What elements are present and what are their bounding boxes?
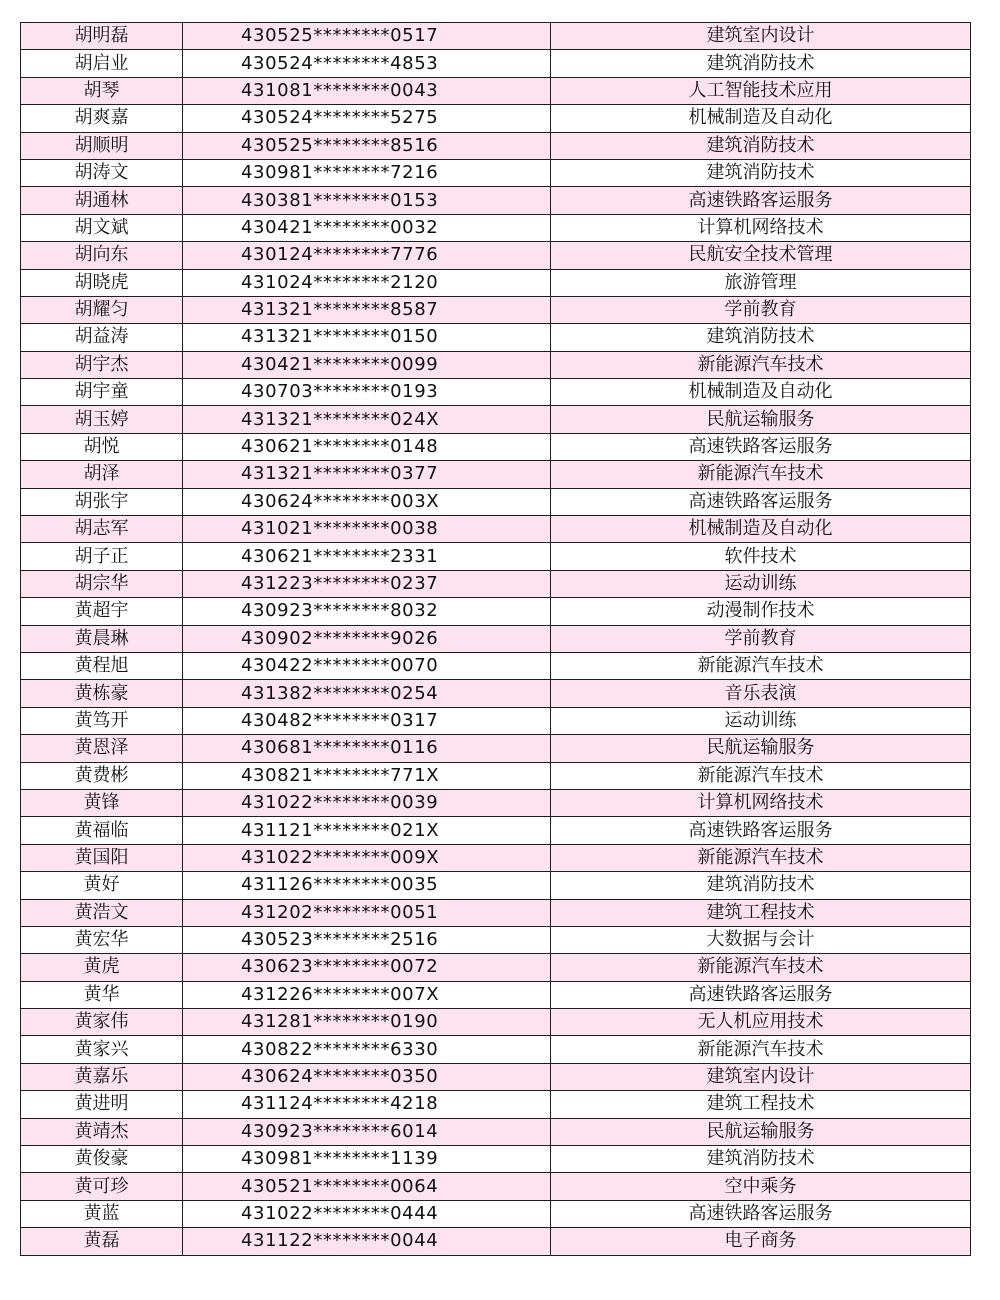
id-number-cell: 430421********0099 bbox=[183, 351, 551, 378]
major-cell: 运动训练 bbox=[551, 707, 971, 734]
major-cell: 计算机网络技术 bbox=[551, 214, 971, 241]
id-number-cell: 430621********0148 bbox=[183, 433, 551, 460]
major-cell: 民航运输服务 bbox=[551, 1118, 971, 1145]
student-name-cell: 胡宗华 bbox=[21, 570, 183, 597]
student-name-cell: 胡志军 bbox=[21, 516, 183, 543]
student-name-cell: 黄国阳 bbox=[21, 844, 183, 871]
student-name-cell: 胡文斌 bbox=[21, 214, 183, 241]
major-cell: 机械制造及自动化 bbox=[551, 516, 971, 543]
table-row bbox=[21, 1009, 971, 1036]
student-roster-table bbox=[20, 22, 971, 1256]
major-cell: 空中乘务 bbox=[551, 1173, 971, 1200]
student-name-cell: 黄蓝 bbox=[21, 1200, 183, 1227]
id-number-cell: 431382********0254 bbox=[183, 680, 551, 707]
student-name-cell: 黄笃开 bbox=[21, 707, 183, 734]
major-cell: 新能源汽车技术 bbox=[551, 762, 971, 789]
id-number-cell: 431022********009X bbox=[183, 844, 551, 871]
id-number-cell: 430525********0517 bbox=[183, 23, 551, 50]
major-cell: 机械制造及自动化 bbox=[551, 105, 971, 132]
id-number-cell: 431022********0444 bbox=[183, 1200, 551, 1227]
student-name-cell: 胡明磊 bbox=[21, 23, 183, 50]
major-cell: 民航运输服务 bbox=[551, 735, 971, 762]
major-cell: 新能源汽车技术 bbox=[551, 954, 971, 981]
id-number-cell: 431081********0043 bbox=[183, 77, 551, 104]
id-number-cell: 431024********2120 bbox=[183, 269, 551, 296]
student-name-cell: 黄恩泽 bbox=[21, 735, 183, 762]
student-name-cell: 胡启业 bbox=[21, 50, 183, 77]
major-cell: 机械制造及自动化 bbox=[551, 379, 971, 406]
major-cell: 人工智能技术应用 bbox=[551, 77, 971, 104]
major-cell: 运动训练 bbox=[551, 570, 971, 597]
table-row bbox=[21, 105, 971, 132]
id-number-cell: 430981********1139 bbox=[183, 1146, 551, 1173]
id-number-cell: 431321********0150 bbox=[183, 324, 551, 351]
table-row bbox=[21, 1063, 971, 1090]
major-cell: 电子商务 bbox=[551, 1228, 971, 1255]
major-cell: 高速铁路客运服务 bbox=[551, 433, 971, 460]
major-cell: 软件技术 bbox=[551, 543, 971, 570]
table-row bbox=[21, 132, 971, 159]
student-name-cell: 胡泽 bbox=[21, 461, 183, 488]
table-row bbox=[21, 461, 971, 488]
student-name-cell: 黄晨琳 bbox=[21, 625, 183, 652]
table-row bbox=[21, 242, 971, 269]
major-cell: 建筑消防技术 bbox=[551, 159, 971, 186]
table-row bbox=[21, 324, 971, 351]
table-row bbox=[21, 1146, 971, 1173]
student-name-cell: 胡通林 bbox=[21, 187, 183, 214]
id-number-cell: 430524********5275 bbox=[183, 105, 551, 132]
table-row bbox=[21, 817, 971, 844]
student-name-cell: 黄嘉乐 bbox=[21, 1063, 183, 1090]
student-name-cell: 黄福临 bbox=[21, 817, 183, 844]
major-cell: 高速铁路客运服务 bbox=[551, 981, 971, 1008]
id-number-cell: 430521********0064 bbox=[183, 1173, 551, 1200]
table-row bbox=[21, 543, 971, 570]
major-cell: 新能源汽车技术 bbox=[551, 461, 971, 488]
id-number-cell: 430981********7216 bbox=[183, 159, 551, 186]
student-name-cell: 胡益涛 bbox=[21, 324, 183, 351]
table-row bbox=[21, 598, 971, 625]
major-cell: 民航运输服务 bbox=[551, 406, 971, 433]
table-row bbox=[21, 570, 971, 597]
student-name-cell: 黄俊豪 bbox=[21, 1146, 183, 1173]
major-cell: 学前教育 bbox=[551, 625, 971, 652]
major-cell: 新能源汽车技术 bbox=[551, 351, 971, 378]
student-name-cell: 胡悦 bbox=[21, 433, 183, 460]
id-number-cell: 431223********0237 bbox=[183, 570, 551, 597]
student-name-cell: 黄锋 bbox=[21, 789, 183, 816]
major-cell: 建筑消防技术 bbox=[551, 872, 971, 899]
id-number-cell: 431022********0039 bbox=[183, 789, 551, 816]
major-cell: 高速铁路客运服务 bbox=[551, 488, 971, 515]
id-number-cell: 430623********0072 bbox=[183, 954, 551, 981]
major-cell: 无人机应用技术 bbox=[551, 1009, 971, 1036]
student-name-cell: 胡张宇 bbox=[21, 488, 183, 515]
major-cell: 音乐表演 bbox=[551, 680, 971, 707]
table-row bbox=[21, 214, 971, 241]
table-row bbox=[21, 735, 971, 762]
id-number-cell: 431321********0377 bbox=[183, 461, 551, 488]
id-number-cell: 430923********8032 bbox=[183, 598, 551, 625]
id-number-cell: 430822********6330 bbox=[183, 1036, 551, 1063]
major-cell: 高速铁路客运服务 bbox=[551, 1200, 971, 1227]
table-row bbox=[21, 844, 971, 871]
id-number-cell: 430902********9026 bbox=[183, 625, 551, 652]
id-number-cell: 430482********0317 bbox=[183, 707, 551, 734]
id-number-cell: 430923********6014 bbox=[183, 1118, 551, 1145]
id-number-cell: 430703********0193 bbox=[183, 379, 551, 406]
student-name-cell: 黄可珍 bbox=[21, 1173, 183, 1200]
table-row bbox=[21, 789, 971, 816]
student-name-cell: 黄费彬 bbox=[21, 762, 183, 789]
id-number-cell: 431126********0035 bbox=[183, 872, 551, 899]
roster-body bbox=[21, 23, 971, 1256]
student-name-cell: 黄宏华 bbox=[21, 926, 183, 953]
id-number-cell: 430525********8516 bbox=[183, 132, 551, 159]
major-cell: 旅游管理 bbox=[551, 269, 971, 296]
student-name-cell: 胡宇杰 bbox=[21, 351, 183, 378]
major-cell: 高速铁路客运服务 bbox=[551, 817, 971, 844]
table-row bbox=[21, 23, 971, 50]
table-row bbox=[21, 296, 971, 323]
id-number-cell: 431021********0038 bbox=[183, 516, 551, 543]
major-cell: 动漫制作技术 bbox=[551, 598, 971, 625]
id-number-cell: 430524********4853 bbox=[183, 50, 551, 77]
major-cell: 民航安全技术管理 bbox=[551, 242, 971, 269]
table-row bbox=[21, 1091, 971, 1118]
id-number-cell: 430624********003X bbox=[183, 488, 551, 515]
id-number-cell: 430681********0116 bbox=[183, 735, 551, 762]
student-name-cell: 黄好 bbox=[21, 872, 183, 899]
table-row bbox=[21, 954, 971, 981]
student-name-cell: 黄华 bbox=[21, 981, 183, 1008]
major-cell: 建筑工程技术 bbox=[551, 899, 971, 926]
table-row bbox=[21, 872, 971, 899]
table-row bbox=[21, 1036, 971, 1063]
id-number-cell: 430422********0070 bbox=[183, 652, 551, 679]
id-number-cell: 430381********0153 bbox=[183, 187, 551, 214]
student-name-cell: 黄进明 bbox=[21, 1091, 183, 1118]
id-number-cell: 431321********8587 bbox=[183, 296, 551, 323]
table-row bbox=[21, 269, 971, 296]
id-number-cell: 430124********7776 bbox=[183, 242, 551, 269]
id-number-cell: 430624********0350 bbox=[183, 1063, 551, 1090]
student-name-cell: 黄栋豪 bbox=[21, 680, 183, 707]
table-row bbox=[21, 488, 971, 515]
student-name-cell: 黄靖杰 bbox=[21, 1118, 183, 1145]
table-row bbox=[21, 1173, 971, 1200]
student-name-cell: 黄浩文 bbox=[21, 899, 183, 926]
student-name-cell: 胡耀匀 bbox=[21, 296, 183, 323]
student-name-cell: 胡涛文 bbox=[21, 159, 183, 186]
table-row bbox=[21, 680, 971, 707]
id-number-cell: 431226********007X bbox=[183, 981, 551, 1008]
major-cell: 新能源汽车技术 bbox=[551, 652, 971, 679]
student-name-cell: 黄超宇 bbox=[21, 598, 183, 625]
table-row bbox=[21, 652, 971, 679]
table-row bbox=[21, 77, 971, 104]
major-cell: 建筑室内设计 bbox=[551, 23, 971, 50]
table-row bbox=[21, 159, 971, 186]
table-row bbox=[21, 50, 971, 77]
major-cell: 建筑消防技术 bbox=[551, 132, 971, 159]
major-cell: 大数据与会计 bbox=[551, 926, 971, 953]
major-cell: 新能源汽车技术 bbox=[551, 844, 971, 871]
id-number-cell: 430621********2331 bbox=[183, 543, 551, 570]
table-row bbox=[21, 351, 971, 378]
major-cell: 建筑工程技术 bbox=[551, 1091, 971, 1118]
table-row bbox=[21, 1118, 971, 1145]
major-cell: 建筑消防技术 bbox=[551, 50, 971, 77]
table-row bbox=[21, 926, 971, 953]
major-cell: 计算机网络技术 bbox=[551, 789, 971, 816]
student-name-cell: 黄家伟 bbox=[21, 1009, 183, 1036]
id-number-cell: 430821********771X bbox=[183, 762, 551, 789]
major-cell: 学前教育 bbox=[551, 296, 971, 323]
id-number-cell: 431281********0190 bbox=[183, 1009, 551, 1036]
student-name-cell: 胡晓虎 bbox=[21, 269, 183, 296]
student-name-cell: 胡爽嘉 bbox=[21, 105, 183, 132]
table-row bbox=[21, 187, 971, 214]
major-cell: 建筑消防技术 bbox=[551, 324, 971, 351]
table-row bbox=[21, 707, 971, 734]
table-row bbox=[21, 1200, 971, 1227]
id-number-cell: 431321********024X bbox=[183, 406, 551, 433]
id-number-cell: 431121********021X bbox=[183, 817, 551, 844]
student-name-cell: 黄家兴 bbox=[21, 1036, 183, 1063]
table-row bbox=[21, 981, 971, 1008]
major-cell: 高速铁路客运服务 bbox=[551, 187, 971, 214]
student-name-cell: 胡顺明 bbox=[21, 132, 183, 159]
table-row bbox=[21, 899, 971, 926]
student-name-cell: 胡向东 bbox=[21, 242, 183, 269]
student-name-cell: 胡宇童 bbox=[21, 379, 183, 406]
student-name-cell: 胡子正 bbox=[21, 543, 183, 570]
table-row bbox=[21, 406, 971, 433]
table-row bbox=[21, 762, 971, 789]
id-number-cell: 431124********4218 bbox=[183, 1091, 551, 1118]
student-name-cell: 黄磊 bbox=[21, 1228, 183, 1255]
major-cell: 建筑室内设计 bbox=[551, 1063, 971, 1090]
student-name-cell: 黄虎 bbox=[21, 954, 183, 981]
id-number-cell: 430523********2516 bbox=[183, 926, 551, 953]
id-number-cell: 431202********0051 bbox=[183, 899, 551, 926]
major-cell: 建筑消防技术 bbox=[551, 1146, 971, 1173]
table-row bbox=[21, 625, 971, 652]
table-row bbox=[21, 379, 971, 406]
table-row bbox=[21, 516, 971, 543]
table-row bbox=[21, 1228, 971, 1255]
major-cell: 新能源汽车技术 bbox=[551, 1036, 971, 1063]
id-number-cell: 430421********0032 bbox=[183, 214, 551, 241]
student-name-cell: 胡琴 bbox=[21, 77, 183, 104]
id-number-cell: 431122********0044 bbox=[183, 1228, 551, 1255]
table-row bbox=[21, 433, 971, 460]
student-name-cell: 胡玉婷 bbox=[21, 406, 183, 433]
student-name-cell: 黄程旭 bbox=[21, 652, 183, 679]
